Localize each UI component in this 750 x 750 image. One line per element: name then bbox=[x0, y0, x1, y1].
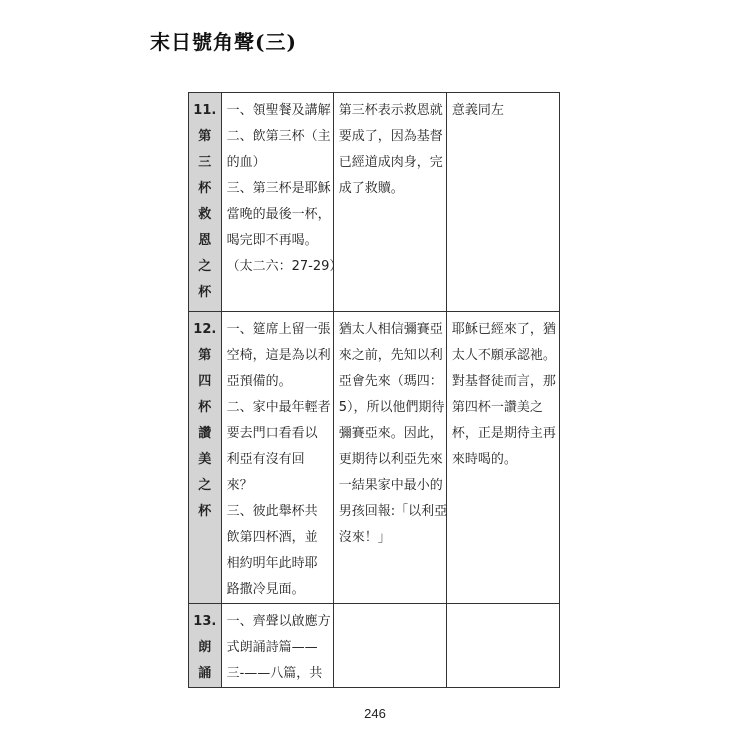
cell-line: 路撒冷見面。 bbox=[226, 582, 305, 597]
cell-line: 亞預備的。 bbox=[226, 374, 292, 389]
cell-line: 要成了，因為基督 bbox=[338, 129, 443, 144]
cell-line: 來時喝的。 bbox=[451, 452, 517, 467]
meaning-cell bbox=[333, 604, 446, 688]
row-title-char: 朗 bbox=[198, 640, 212, 655]
row-title-char: 杯 bbox=[198, 181, 212, 196]
cell-line: 杯，正是期待主再 bbox=[451, 426, 556, 441]
row-title-char: 恩 bbox=[198, 233, 212, 248]
cell-line: 的血） bbox=[226, 155, 266, 170]
cell-line: 第四杯一讚美之 bbox=[451, 400, 543, 415]
meaning-cell bbox=[333, 312, 446, 604]
cell-line: 來？ bbox=[226, 478, 253, 493]
row-title-char: 誦 bbox=[198, 666, 212, 681]
cell-line: （太二六：27-29） bbox=[226, 259, 343, 274]
table-row bbox=[189, 93, 560, 312]
cell-line: 成了救贖。 bbox=[338, 181, 404, 196]
cell-line: 空椅，這是為以利 bbox=[226, 348, 331, 363]
cell-line: 二、家中最年輕者 bbox=[226, 400, 331, 415]
cell-line: 式朗誦詩篇—— bbox=[226, 640, 318, 655]
row-number-text: 11. bbox=[193, 103, 217, 118]
ritual-cell bbox=[221, 604, 333, 688]
cell-line: 三、彼此舉杯共 bbox=[226, 504, 318, 519]
cell-line: 相約明年此時耶 bbox=[226, 556, 318, 571]
cell-line: 一、筵席上留一張 bbox=[226, 322, 331, 337]
ritual-cell bbox=[221, 312, 333, 604]
row-title-char: 讚 bbox=[198, 426, 212, 441]
row-number-cell bbox=[189, 312, 222, 604]
cell-line: 三-——八篇，共 bbox=[226, 666, 323, 681]
passover-cups-table bbox=[188, 92, 560, 688]
row-title-char: 三 bbox=[198, 155, 212, 170]
row-title-char: 之 bbox=[198, 478, 212, 493]
row-title-char: 美 bbox=[198, 452, 212, 467]
cell-line: 已經道成肉身，完 bbox=[338, 155, 443, 170]
cell-line: 5），所以他們期待 bbox=[338, 400, 445, 415]
row-number-cell bbox=[189, 93, 222, 312]
row-title-char: 第 bbox=[198, 348, 212, 363]
cell-line: 一結果家中最小的 bbox=[338, 478, 443, 493]
row-number-cell bbox=[189, 604, 222, 688]
cell-line: 當晚的最後一杯， bbox=[226, 207, 331, 222]
cell-line: 意義同左 bbox=[451, 103, 504, 118]
fulfillment-cell bbox=[446, 312, 559, 604]
row-title-char: 杯 bbox=[198, 285, 212, 300]
fulfillment-cell bbox=[446, 604, 559, 688]
row-title-char: 之 bbox=[198, 259, 212, 274]
cell-line: 沒來！」 bbox=[338, 530, 391, 545]
cell-line: 利亞有沒有回 bbox=[226, 452, 305, 467]
cell-line: 喝完即不再喝。 bbox=[226, 233, 318, 248]
cell-line: 一、領聖餐及講解 bbox=[226, 103, 331, 118]
table-row bbox=[189, 604, 560, 688]
fulfillment-cell bbox=[446, 93, 559, 312]
cell-line: 亞會先來（瑪四： bbox=[338, 374, 443, 389]
row-title-char: 救 bbox=[198, 207, 212, 222]
cell-line: 對基督徒而言，那 bbox=[451, 374, 556, 389]
cell-line: 耶穌已經來了，猶 bbox=[451, 322, 556, 337]
cell-line: 一、齊聲以啟應方 bbox=[226, 614, 331, 629]
cell-line: 飲第四杯酒，並 bbox=[226, 530, 318, 545]
row-title-char: 杯 bbox=[198, 504, 212, 519]
cell-line: 男孩回報:「以利亞 bbox=[338, 504, 448, 519]
ritual-cell bbox=[221, 93, 343, 312]
meaning-cell bbox=[333, 93, 446, 312]
row-title-char: 四 bbox=[198, 374, 212, 389]
cell-line: 彌賽亞來。因此， bbox=[338, 426, 443, 441]
cell-line: 來之前，先知以利 bbox=[338, 348, 443, 363]
row-title-char: 第 bbox=[198, 129, 212, 144]
cell-line: 二、飲第三杯（主 bbox=[226, 129, 331, 144]
cell-line: 更期待以利亞先來 bbox=[338, 452, 443, 467]
cell-line: 猶太人相信彌賽亞 bbox=[338, 322, 443, 337]
page-title: 末日號角聲(三) bbox=[150, 30, 297, 54]
row-number-text: 13. bbox=[193, 614, 217, 629]
page-number: 246 bbox=[364, 706, 386, 721]
cell-line: 要去門口看看以 bbox=[226, 426, 318, 441]
cell-line: 太人不願承認祂。 bbox=[451, 348, 556, 363]
row-title-char: 杯 bbox=[198, 400, 212, 415]
row-number-text: 12. bbox=[193, 322, 217, 337]
cell-line: 第三杯表示救恩就 bbox=[338, 103, 443, 118]
table-row bbox=[189, 312, 560, 604]
cell-line: 三、第三杯是耶穌 bbox=[226, 181, 331, 196]
